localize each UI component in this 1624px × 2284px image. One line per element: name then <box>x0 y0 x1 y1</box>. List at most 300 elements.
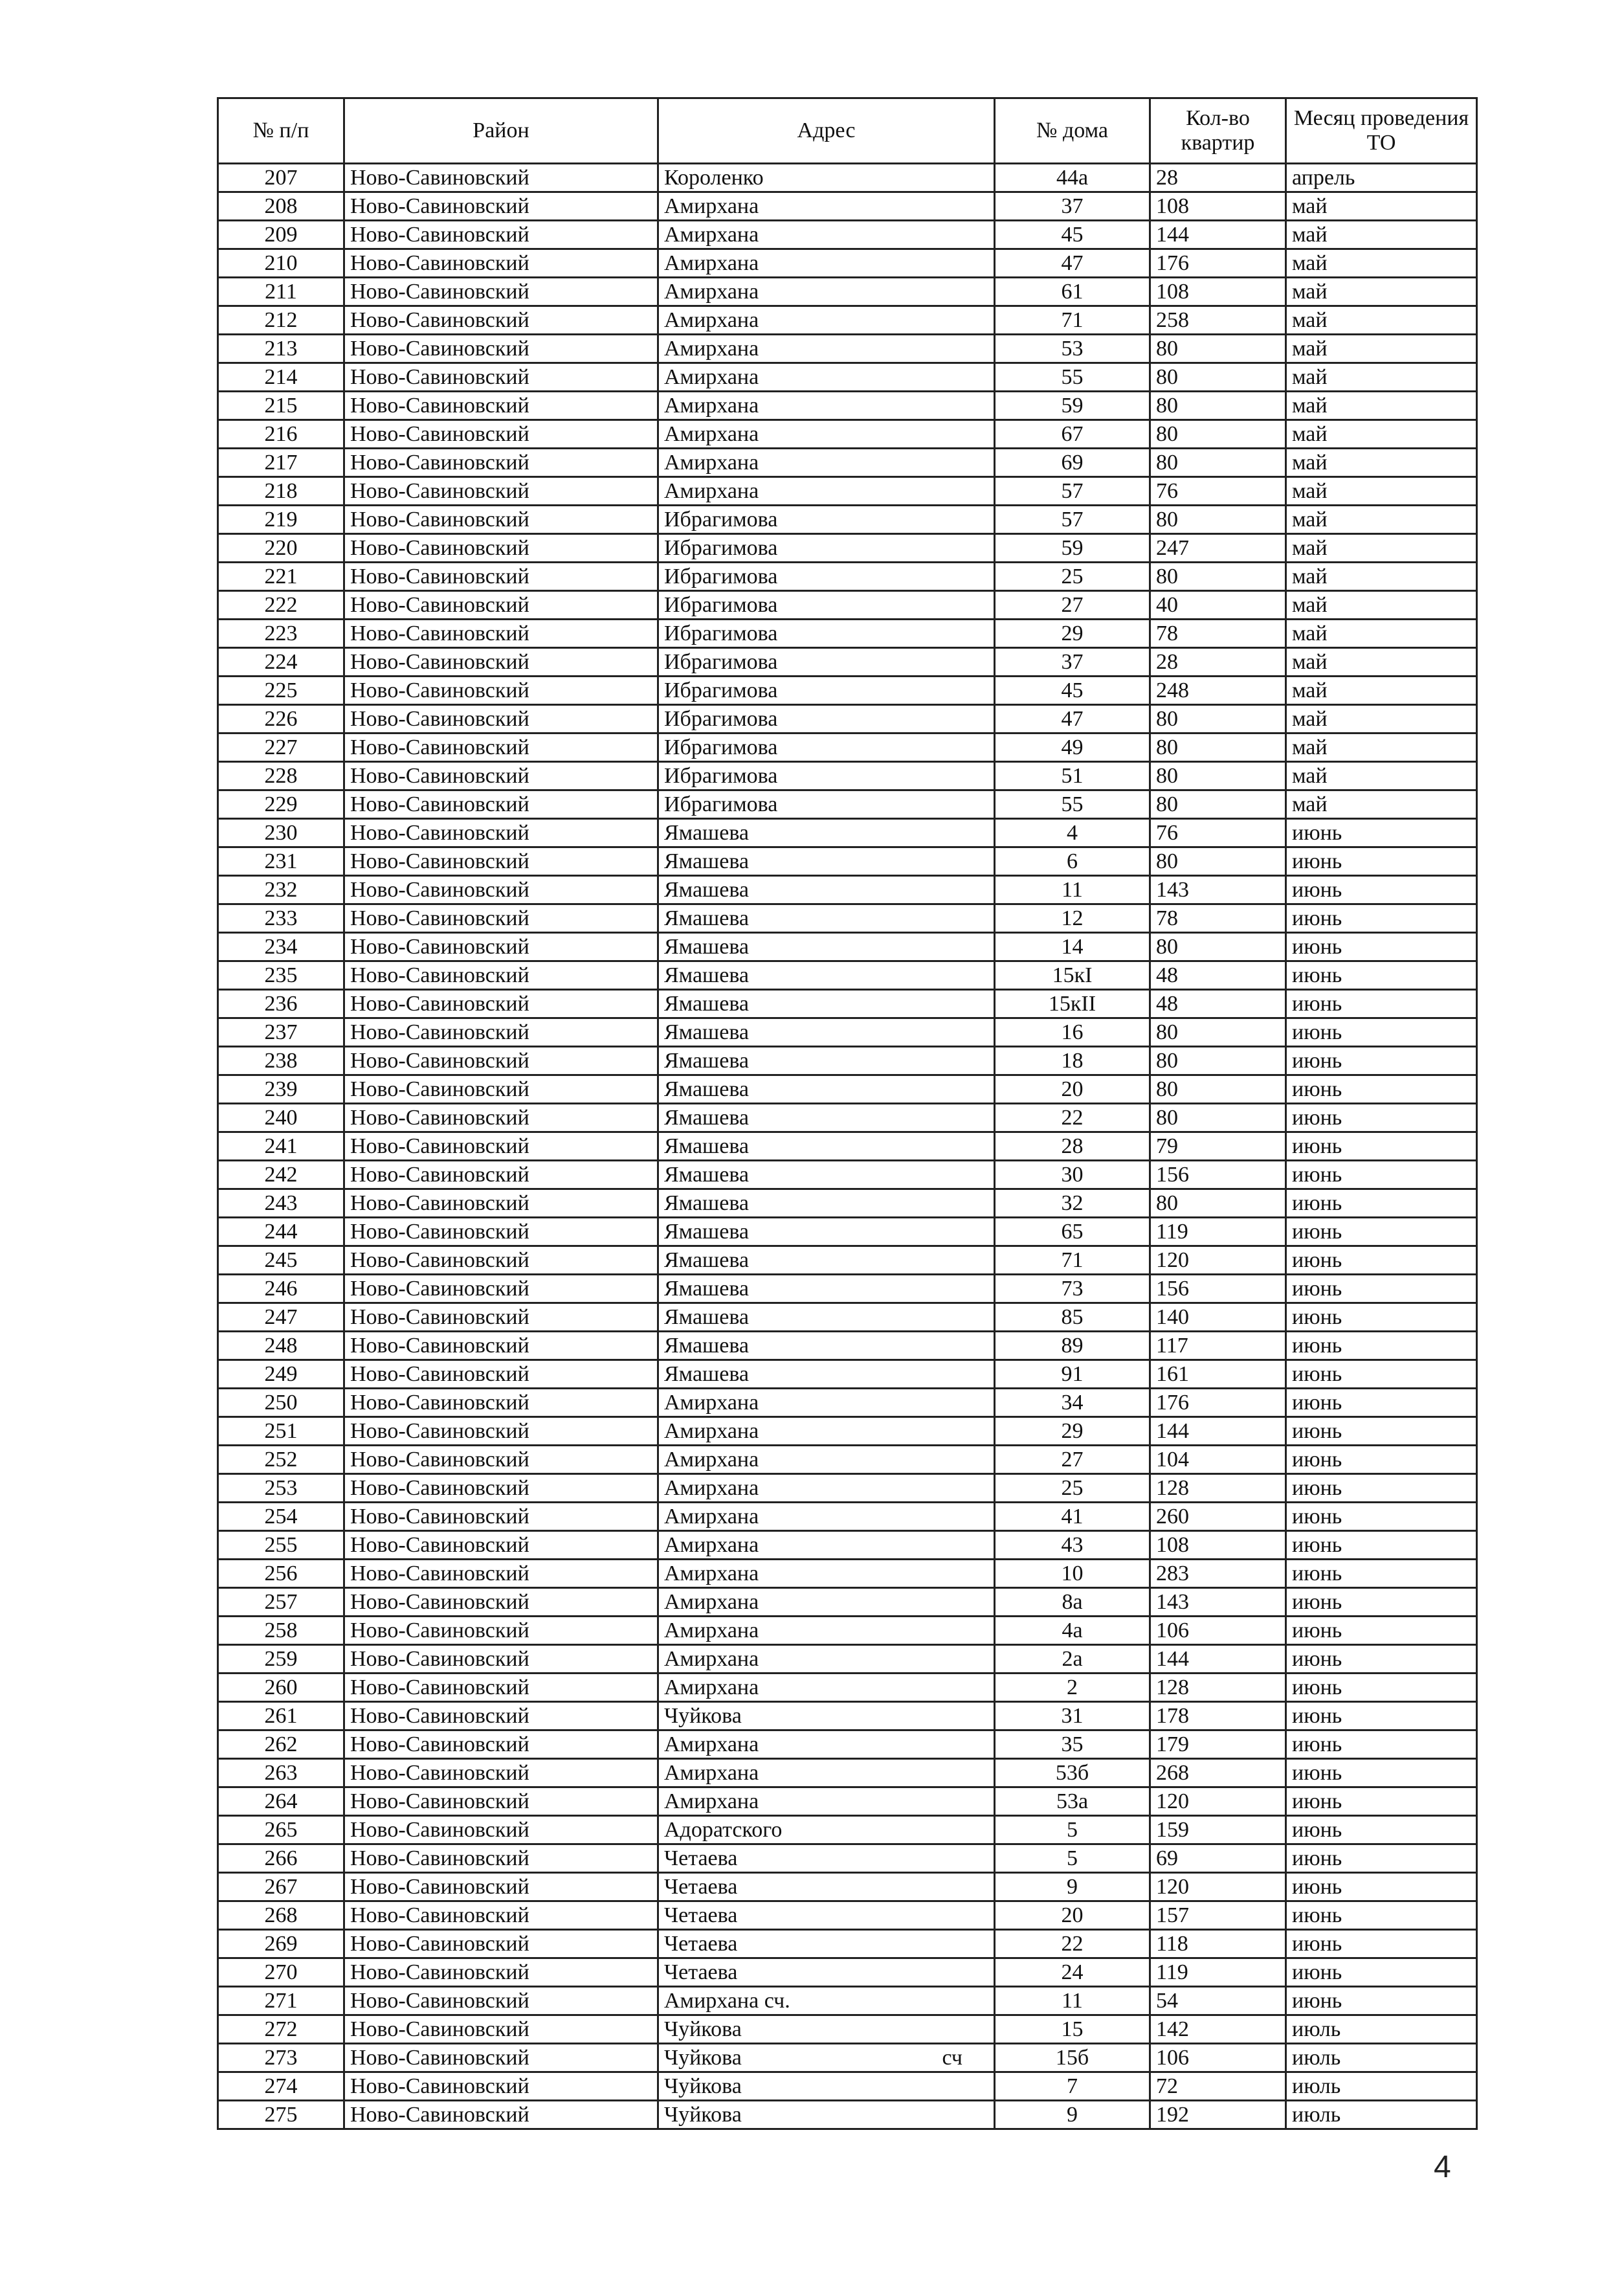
cell-month <box>1286 933 1477 961</box>
cell-district-text: Ново-Савиновский <box>350 1932 529 1956</box>
cell-house-text: 67 <box>1061 422 1084 446</box>
cell-district <box>344 392 658 420</box>
cell-num <box>218 1702 344 1730</box>
cell-month-text: май <box>1292 251 1328 275</box>
cell-district <box>344 1161 658 1189</box>
cell-district <box>344 1987 658 2015</box>
cell-district-text: Ново-Савиновский <box>350 1448 529 1472</box>
cell-apartments-text: 268 <box>1156 1761 1189 1785</box>
cell-num-text: 245 <box>264 1248 298 1272</box>
cell-month <box>1286 819 1477 847</box>
cell-address <box>658 762 995 790</box>
table-row <box>218 677 1477 705</box>
cell-address <box>658 705 995 733</box>
cell-month <box>1286 1446 1477 1474</box>
cell-house-text: 2 <box>1067 1675 1078 1699</box>
cell-apartments <box>1150 1531 1286 1560</box>
cell-apartments-text: 80 <box>1156 337 1178 361</box>
cell-house-text: 47 <box>1061 707 1084 731</box>
cell-month-text: июнь <box>1292 1476 1342 1500</box>
cell-address-text: Ямашева <box>664 1334 750 1358</box>
table-row <box>218 1047 1477 1075</box>
cell-address <box>658 1018 995 1047</box>
cell-num <box>218 2044 344 2072</box>
header-address: Адрес <box>658 98 995 164</box>
cell-month <box>1286 990 1477 1018</box>
cell-address-text: Амирхана <box>664 1391 759 1415</box>
cell-month <box>1286 762 1477 790</box>
cell-address <box>658 1987 995 2015</box>
cell-num <box>218 933 344 961</box>
table-row <box>218 1474 1477 1503</box>
cell-house <box>995 1730 1150 1759</box>
cell-address <box>658 1617 995 1645</box>
cell-month-text: июль <box>1292 2017 1341 2041</box>
table-row <box>218 961 1477 990</box>
cell-num-text: 232 <box>264 878 298 902</box>
cell-address-text: Ямашева <box>664 849 750 873</box>
cell-num <box>218 335 344 363</box>
table-row <box>218 1730 1477 1759</box>
cell-address <box>658 1588 995 1617</box>
cell-apartments-text: 80 <box>1156 1191 1178 1215</box>
cell-num-text: 214 <box>264 365 298 389</box>
table-row <box>218 1787 1477 1816</box>
cell-num <box>218 1161 344 1189</box>
cell-house <box>995 278 1150 306</box>
cell-address-text: Амирхана <box>664 479 759 503</box>
cell-num <box>218 306 344 335</box>
cell-apartments <box>1150 449 1286 477</box>
cell-month <box>1286 392 1477 420</box>
cell-month <box>1286 249 1477 278</box>
cell-month-text: июнь <box>1292 963 1342 987</box>
cell-apartments <box>1150 648 1286 677</box>
cell-district-text: Ново-Савиновский <box>350 1647 529 1671</box>
cell-district-text: Ново-Савиновский <box>350 2017 529 2041</box>
cell-district-text: Ново-Савиновский <box>350 1903 529 1927</box>
cell-address <box>658 506 995 534</box>
cell-house <box>995 2072 1150 2101</box>
cell-num-text: 261 <box>264 1704 298 1728</box>
cell-month-text: июнь <box>1292 906 1342 930</box>
cell-num-text: 217 <box>264 451 298 475</box>
cell-district <box>344 990 658 1018</box>
cell-address-text: Амирхана <box>664 1590 759 1614</box>
cell-apartments-text: 80 <box>1156 565 1178 588</box>
cell-num-text: 234 <box>264 935 298 959</box>
cell-district-text: Ново-Савиновский <box>350 1106 529 1130</box>
cell-address-text: Амирхана <box>664 1647 759 1671</box>
cell-house-text: 2а <box>1062 1647 1083 1671</box>
cell-apartments <box>1150 1617 1286 1645</box>
cell-num-text: 228 <box>264 764 298 788</box>
cell-month <box>1286 1474 1477 1503</box>
cell-address-text: Четаева <box>664 1846 738 1870</box>
cell-apartments <box>1150 1360 1286 1389</box>
cell-num <box>218 1389 344 1417</box>
cell-apartments <box>1150 1958 1286 1987</box>
cell-district <box>344 705 658 733</box>
cell-house <box>995 819 1150 847</box>
cell-apartments-text: 106 <box>1156 1618 1189 1642</box>
cell-num <box>218 1018 344 1047</box>
cell-month-text: июнь <box>1292 1362 1342 1386</box>
cell-month-text: июнь <box>1292 1789 1342 1813</box>
cell-house-text: 31 <box>1061 1704 1084 1728</box>
cell-month-text: июнь <box>1292 1220 1342 1244</box>
cell-apartments <box>1150 2015 1286 2044</box>
cell-house-text: 55 <box>1061 365 1084 389</box>
cell-district <box>344 648 658 677</box>
cell-district <box>344 2015 658 2044</box>
cell-district <box>344 1958 658 1987</box>
cell-address <box>658 1417 995 1446</box>
cell-apartments <box>1150 1588 1286 1617</box>
cell-num-text: 241 <box>264 1134 298 1158</box>
cell-address <box>658 1446 995 1474</box>
cell-apartments-text: 283 <box>1156 1562 1189 1585</box>
cell-apartments-text: 161 <box>1156 1362 1189 1386</box>
cell-house <box>995 990 1150 1018</box>
cell-address-text: Амирхана <box>664 1675 759 1699</box>
cell-num-text: 266 <box>264 1846 298 1870</box>
cell-house <box>995 1987 1150 2015</box>
table-row <box>218 1360 1477 1389</box>
cell-month-text: июнь <box>1292 1647 1342 1671</box>
cell-address <box>658 790 995 819</box>
table-row <box>218 363 1477 392</box>
cell-num <box>218 677 344 705</box>
cell-apartments <box>1150 534 1286 563</box>
cell-district-text: Ново-Савиновский <box>350 280 529 304</box>
cell-district-text: Ново-Савиновский <box>350 1134 529 1158</box>
cell-address <box>658 1332 995 1360</box>
cell-apartments <box>1150 733 1286 762</box>
cell-month <box>1286 1303 1477 1332</box>
cell-district-text: Ново-Савиновский <box>350 1704 529 1728</box>
cell-address-text: Ямашева <box>664 1163 750 1187</box>
cell-house-text: 51 <box>1061 764 1084 788</box>
cell-month <box>1286 363 1477 392</box>
cell-num-text: 230 <box>264 821 298 845</box>
cell-address-text: Ямашева <box>664 1049 750 1073</box>
cell-address <box>658 1674 995 1702</box>
cell-address <box>658 847 995 876</box>
cell-month-text: июнь <box>1292 1618 1342 1642</box>
cell-house-text: 4а <box>1062 1618 1083 1642</box>
cell-apartments <box>1150 2044 1286 2072</box>
cell-house-text: 4 <box>1067 821 1078 845</box>
cell-house <box>995 192 1150 221</box>
cell-house-text: 47 <box>1061 251 1084 275</box>
cell-address <box>658 2015 995 2044</box>
cell-house <box>995 1360 1150 1389</box>
cell-district <box>344 2044 658 2072</box>
table-row <box>218 1930 1477 1958</box>
cell-month-text: май <box>1292 280 1328 304</box>
cell-num-text: 249 <box>264 1362 298 1386</box>
cell-month <box>1286 648 1477 677</box>
cell-num <box>218 762 344 790</box>
cell-district-text: Ново-Савиновский <box>350 337 529 361</box>
cell-house <box>995 306 1150 335</box>
cell-apartments <box>1150 876 1286 904</box>
cell-month <box>1286 1901 1477 1930</box>
cell-district <box>344 249 658 278</box>
cell-num <box>218 1360 344 1389</box>
cell-address-text: Ямашева <box>664 1362 750 1386</box>
cell-address <box>658 620 995 648</box>
cell-month <box>1286 1730 1477 1759</box>
cell-address-note: сч <box>942 2046 962 2070</box>
cell-month <box>1286 1816 1477 1844</box>
cell-address-text: Ямашева <box>664 1106 750 1130</box>
cell-address-text: Короленко <box>664 166 764 190</box>
cell-month-text: май <box>1292 308 1328 332</box>
cell-num-text: 270 <box>264 1960 298 1984</box>
cell-house-text: 7 <box>1067 2074 1078 2098</box>
cell-apartments <box>1150 1018 1286 1047</box>
cell-apartments <box>1150 249 1286 278</box>
cell-apartments <box>1150 677 1286 705</box>
cell-district-text: Ново-Савиновский <box>350 565 529 588</box>
cell-month <box>1286 1560 1477 1588</box>
cell-district-text: Ново-Савиновский <box>350 1590 529 1614</box>
cell-apartments <box>1150 1730 1286 1759</box>
cell-address-text: Амирхана сч. <box>664 1989 790 2013</box>
cell-apartments-text: 143 <box>1156 1590 1189 1614</box>
cell-num <box>218 847 344 876</box>
cell-num-text: 239 <box>264 1077 298 1101</box>
cell-month-text: июнь <box>1292 1590 1342 1614</box>
cell-apartments-text: 140 <box>1156 1305 1189 1329</box>
cell-month-text: июнь <box>1292 1704 1342 1728</box>
cell-num-text: 259 <box>264 1647 298 1671</box>
cell-address-text: Ямашева <box>664 992 750 1016</box>
cell-house <box>995 705 1150 733</box>
cell-address <box>658 819 995 847</box>
cell-address <box>658 1275 995 1303</box>
cell-district-text: Ново-Савиновский <box>350 2074 529 2098</box>
cell-num-text: 251 <box>264 1419 298 1443</box>
cell-district <box>344 1417 658 1446</box>
cell-house-text: 65 <box>1061 1220 1084 1244</box>
cell-house <box>995 1104 1150 1132</box>
cell-apartments-text: 119 <box>1156 1960 1188 1984</box>
cell-month-text: июнь <box>1292 1049 1342 1073</box>
cell-house <box>995 1218 1150 1246</box>
cell-num-text: 222 <box>264 593 298 617</box>
cell-district <box>344 1617 658 1645</box>
cell-district <box>344 363 658 392</box>
cell-apartments <box>1150 1474 1286 1503</box>
cell-num <box>218 363 344 392</box>
cell-house <box>995 477 1150 506</box>
table-row <box>218 648 1477 677</box>
cell-month-text: май <box>1292 223 1328 247</box>
cell-num <box>218 620 344 648</box>
cell-apartments-text: 40 <box>1156 593 1178 617</box>
cell-address <box>658 1958 995 1987</box>
cell-house-text: 12 <box>1061 906 1084 930</box>
cell-address <box>658 933 995 961</box>
cell-apartments <box>1150 961 1286 990</box>
cell-house-text: 53б <box>1055 1761 1089 1785</box>
cell-month-text: май <box>1292 621 1328 645</box>
cell-month-text: июнь <box>1292 1505 1342 1528</box>
cell-district-text: Ново-Савиновский <box>350 593 529 617</box>
cell-district-text: Ново-Савиновский <box>350 1362 529 1386</box>
cell-district-text: Ново-Савиновский <box>350 1533 529 1557</box>
cell-apartments-text: 120 <box>1156 1248 1189 1272</box>
table-row <box>218 1161 1477 1189</box>
cell-house <box>995 1132 1150 1161</box>
cell-apartments-text: 144 <box>1156 1647 1189 1671</box>
cell-num-text: 263 <box>264 1761 298 1785</box>
cell-address <box>658 2101 995 2129</box>
cell-house <box>995 363 1150 392</box>
cell-address-text: Ямашева <box>664 963 750 987</box>
cell-apartments-text: 80 <box>1156 422 1178 446</box>
cell-address <box>658 1702 995 1730</box>
cell-district <box>344 1503 658 1531</box>
cell-apartments-text: 80 <box>1156 1049 1178 1073</box>
cell-address <box>658 249 995 278</box>
cell-num-text: 254 <box>264 1505 298 1528</box>
cell-address-text: Ибрагимова <box>664 593 778 617</box>
cell-house-text: 57 <box>1061 508 1084 532</box>
cell-apartments-text: 80 <box>1156 451 1178 475</box>
cell-apartments <box>1150 278 1286 306</box>
cell-house-text: 8а <box>1062 1590 1083 1614</box>
cell-district <box>344 1047 658 1075</box>
table-row <box>218 1246 1477 1275</box>
cell-district-text: Ново-Савиновский <box>350 1989 529 2013</box>
cell-address <box>658 1132 995 1161</box>
cell-house <box>995 961 1150 990</box>
cell-num-text: 231 <box>264 849 298 873</box>
cell-house <box>995 1531 1150 1560</box>
cell-house <box>995 1503 1150 1531</box>
cell-apartments-text: 128 <box>1156 1476 1189 1500</box>
cell-district-text: Ново-Савиновский <box>350 508 529 532</box>
cell-num <box>218 2101 344 2129</box>
cell-num <box>218 392 344 420</box>
cell-num <box>218 705 344 733</box>
cell-apartments <box>1150 990 1286 1018</box>
cell-apartments <box>1150 1417 1286 1446</box>
cell-num-text: 275 <box>264 2103 298 2127</box>
cell-apartments-text: 28 <box>1156 166 1178 190</box>
cell-month <box>1286 306 1477 335</box>
cell-district <box>344 2101 658 2129</box>
cell-num-text: 253 <box>264 1476 298 1500</box>
cell-address-text: Ибрагимова <box>664 508 778 532</box>
cell-address <box>658 392 995 420</box>
cell-num <box>218 1816 344 1844</box>
cell-month <box>1286 847 1477 876</box>
table-row <box>218 2101 1477 2129</box>
cell-house <box>995 1560 1150 1588</box>
cell-address-text: Амирхана <box>664 1505 759 1528</box>
cell-district <box>344 591 658 620</box>
cell-district-text: Ново-Савиновский <box>350 1077 529 1101</box>
cell-house-text: 37 <box>1061 194 1084 218</box>
cell-house-text: 59 <box>1061 536 1084 560</box>
cell-house <box>995 1246 1150 1275</box>
cell-district <box>344 1446 658 1474</box>
cell-house <box>995 534 1150 563</box>
cell-num <box>218 648 344 677</box>
cell-num-text: 273 <box>264 2046 298 2070</box>
cell-address <box>658 563 995 591</box>
table-row <box>218 1873 1477 1901</box>
cell-district-text: Ново-Савиновский <box>350 1334 529 1358</box>
cell-num-text: 240 <box>264 1106 298 1130</box>
cell-house-text: 35 <box>1061 1732 1084 1756</box>
cell-district <box>344 1759 658 1787</box>
cell-address-text: Амирхана <box>664 1562 759 1585</box>
cell-apartments-text: 176 <box>1156 1391 1189 1415</box>
cell-num-text: 229 <box>264 792 298 816</box>
table-row <box>218 278 1477 306</box>
cell-address-text: Ибрагимова <box>664 621 778 645</box>
cell-apartments-text: 117 <box>1156 1334 1188 1358</box>
cell-apartments <box>1150 1161 1286 1189</box>
cell-apartments-text: 144 <box>1156 223 1189 247</box>
cell-apartments <box>1150 762 1286 790</box>
cell-apartments-text: 176 <box>1156 251 1189 275</box>
table-row <box>218 2015 1477 2044</box>
cell-district <box>344 306 658 335</box>
cell-address <box>658 221 995 249</box>
cell-month <box>1286 1018 1477 1047</box>
cell-district-text: Ново-Савиновский <box>350 1220 529 1244</box>
cell-address-text: Ибрагимова <box>664 707 778 731</box>
cell-num <box>218 591 344 620</box>
cell-apartments-text: 76 <box>1156 821 1178 845</box>
cell-district <box>344 677 658 705</box>
cell-district <box>344 933 658 961</box>
cell-district <box>344 477 658 506</box>
cell-address <box>658 306 995 335</box>
table-row <box>218 1958 1477 1987</box>
cell-month <box>1286 1531 1477 1560</box>
cell-apartments <box>1150 1987 1286 2015</box>
cell-num <box>218 1332 344 1360</box>
cell-month <box>1286 1759 1477 1787</box>
cell-address-text: Ибрагимова <box>664 678 778 702</box>
cell-month-text: июнь <box>1292 1305 1342 1329</box>
cell-month <box>1286 961 1477 990</box>
cell-district <box>344 1104 658 1132</box>
cell-district-text: Ново-Савиновский <box>350 1020 529 1044</box>
cell-district <box>344 904 658 933</box>
cell-district <box>344 278 658 306</box>
table-row <box>218 2044 1477 2072</box>
cell-apartments <box>1150 1674 1286 1702</box>
cell-apartments <box>1150 392 1286 420</box>
cell-num <box>218 1417 344 1446</box>
cell-address-text: Ямашева <box>664 1134 750 1158</box>
cell-district <box>344 534 658 563</box>
cell-district-text: Ново-Савиновский <box>350 1675 529 1699</box>
cell-month <box>1286 1218 1477 1246</box>
cell-district-text: Ново-Савиновский <box>350 1391 529 1415</box>
cell-address <box>658 1730 995 1759</box>
cell-house-text: 29 <box>1061 1419 1084 1443</box>
